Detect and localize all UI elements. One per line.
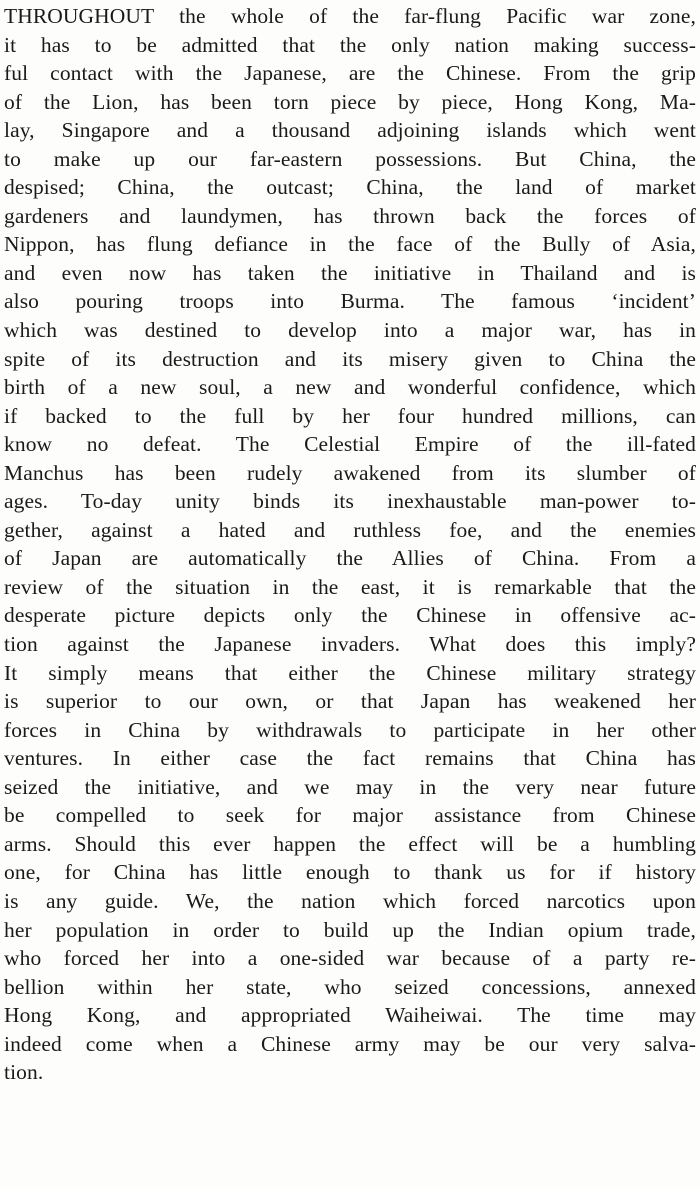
text-line: of the Lion, has been torn piece by piece, Hong Kong, Ma- bbox=[4, 89, 696, 114]
text-line: review of the situation in the east, it is remarkable that the bbox=[4, 574, 696, 599]
text-line: her population in order to build up the Indian opium trade, bbox=[4, 917, 696, 942]
text-line: which was destined to develop into a major war, has in bbox=[4, 318, 696, 343]
text-line: It simply means that either the Chinese military strategy bbox=[4, 660, 696, 685]
text-line: arms. Should this ever happen the effect will be a humbling bbox=[4, 831, 696, 856]
text-line: to make up our far-eastern possessions. But China, the bbox=[4, 146, 696, 171]
text-line: gether, against a hated and ruthless foe, and the enemies bbox=[4, 517, 696, 542]
text-line: Hong Kong, and appropriated Waiheiwai. The time may bbox=[4, 1003, 696, 1028]
text-line: Manchus has been rudely awakened from its slumber of bbox=[4, 460, 696, 485]
text-line: who forced her into a one-sided war because of a party re- bbox=[4, 946, 696, 971]
text-line: and even now has taken the initiative in Thailand and is bbox=[4, 260, 696, 285]
article-paragraph bbox=[4, 2, 696, 1087]
text-line: ventures. In either case the fact remains that China has bbox=[4, 746, 696, 771]
text-line: ful contact with the Japanese, are the Chinese. From the grip bbox=[4, 61, 696, 86]
text-line: seized the initiative, and we may in the very near future bbox=[4, 774, 696, 799]
text-line: despised; China, the outcast; China, the land of market bbox=[4, 175, 696, 200]
text-line: is any guide. We, the nation which forced narcotics upon bbox=[4, 888, 696, 913]
text-line: know no defeat. The Celestial Empire of the ill-fated bbox=[4, 432, 696, 457]
text-line: indeed come when a Chinese army may be our very salva- bbox=[4, 1031, 696, 1056]
text-line: is superior to our own, or that Japan has weakened her bbox=[4, 689, 696, 714]
text-line: birth of a new soul, a new and wonderful confidence, which bbox=[4, 375, 696, 400]
text-line: one, for China has little enough to thank us for if history bbox=[4, 860, 696, 885]
text-line: lay, Singapore and a thousand adjoining islands which went bbox=[4, 118, 696, 143]
text-line: if backed to the full by her four hundred millions, can bbox=[4, 403, 696, 428]
text-line: be compelled to seek for major assistance from Chinese bbox=[4, 803, 696, 828]
text-line: spite of its destruction and its misery given to China the bbox=[4, 346, 696, 371]
text-line: THROUGHOUT the whole of the far-flung Pacific war zone, bbox=[4, 4, 696, 28]
text-line: ages. To-day unity binds its inexhaustable man-power to- bbox=[4, 489, 696, 514]
text-line: forces in China by withdrawals to participate in her other bbox=[4, 717, 696, 742]
text-line: bellion within her state, who seized concessions, annexed bbox=[4, 974, 696, 999]
text-line: also pouring troops into Burma. The famous ‘incident’ bbox=[4, 289, 696, 314]
text-line: it has to be admitted that the only nation making success- bbox=[4, 32, 696, 57]
text-line: desperate picture depicts only the Chinese in offensive ac- bbox=[4, 603, 696, 628]
text-line: gardeners and laundymen, has thrown back the forces of bbox=[4, 203, 696, 228]
text-line: tion. bbox=[4, 1060, 44, 1085]
text-line: tion against the Japanese invaders. What does this imply? bbox=[4, 632, 696, 657]
text-line: Nippon, has flung defiance in the face of the Bully of Asia, bbox=[4, 232, 696, 257]
text-line: of Japan are automatically the Allies of China. From a bbox=[4, 546, 696, 571]
